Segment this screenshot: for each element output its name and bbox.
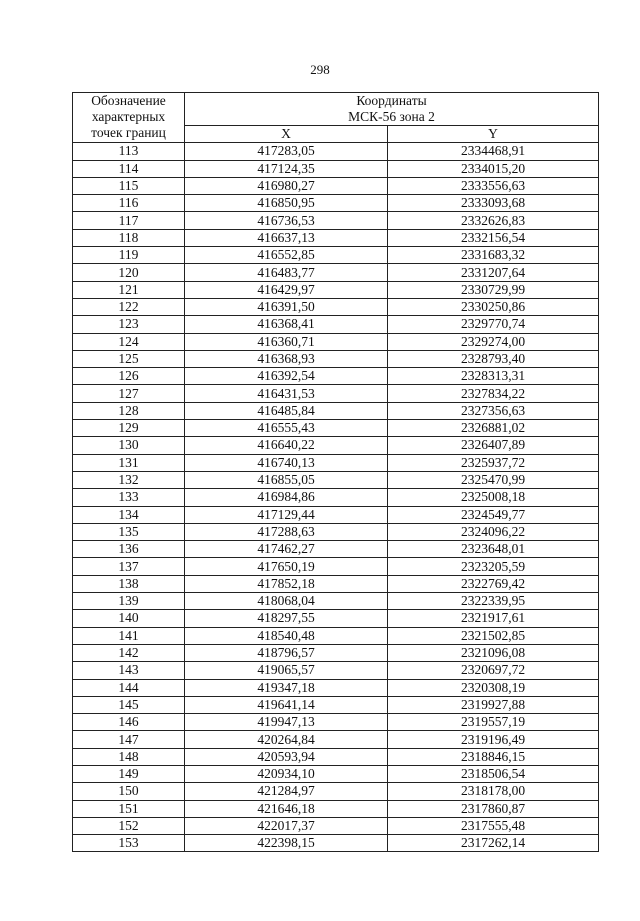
x-coordinate-cell: 416485,84	[185, 402, 388, 419]
point-header-line-1: Обозначение	[91, 93, 166, 108]
table-row	[73, 765, 599, 782]
y-coordinate-cell: 2329770,74	[388, 316, 599, 333]
y-coordinate-cell: 2332626,83	[388, 212, 599, 229]
point-cell: 122	[73, 298, 185, 315]
table-row	[73, 247, 599, 264]
table-row	[73, 783, 599, 800]
table-row	[73, 385, 599, 402]
y-coordinate-cell: 2328313,31	[388, 368, 599, 385]
point-cell: 134	[73, 506, 185, 523]
x-coordinate-cell: 421284,97	[185, 783, 388, 800]
y-coordinate-cell: 2325937,72	[388, 454, 599, 471]
y-coordinate-cell: 2320697,72	[388, 662, 599, 679]
point-cell: 150	[73, 783, 185, 800]
point-cell: 116	[73, 195, 185, 212]
x-coordinate-cell: 419641,14	[185, 696, 388, 713]
table-row	[73, 177, 599, 194]
y-coordinate-cell: 2319927,88	[388, 696, 599, 713]
x-coordinate-cell: 416552,85	[185, 247, 388, 264]
point-cell: 119	[73, 247, 185, 264]
table-row	[73, 298, 599, 315]
y-coordinate-cell: 2331683,32	[388, 247, 599, 264]
table-row	[73, 558, 599, 575]
table-row	[73, 264, 599, 281]
table-row	[73, 593, 599, 610]
x-coordinate-cell: 416555,43	[185, 420, 388, 437]
y-coordinate-cell: 2332156,54	[388, 229, 599, 246]
table-row	[73, 800, 599, 817]
point-cell: 125	[73, 350, 185, 367]
x-coordinate-cell: 416368,41	[185, 316, 388, 333]
y-coordinate-cell: 2317860,87	[388, 800, 599, 817]
y-coordinate-cell: 2333093,68	[388, 195, 599, 212]
y-coordinate-cell: 2330250,86	[388, 298, 599, 315]
point-cell: 139	[73, 593, 185, 610]
point-cell: 124	[73, 333, 185, 350]
y-coordinate-cell: 2323648,01	[388, 541, 599, 558]
point-designation-header	[73, 93, 185, 143]
x-coordinate-cell: 420934,10	[185, 765, 388, 782]
table-row	[73, 679, 599, 696]
point-cell: 126	[73, 368, 185, 385]
point-cell: 114	[73, 160, 185, 177]
point-cell: 152	[73, 817, 185, 834]
table-row	[73, 696, 599, 713]
table-row	[73, 212, 599, 229]
point-cell: 115	[73, 177, 185, 194]
x-coordinate-cell: 417129,44	[185, 506, 388, 523]
y-coordinate-cell: 2325470,99	[388, 471, 599, 488]
x-coordinate-cell: 416431,53	[185, 385, 388, 402]
y-coordinate-cell: 2321917,61	[388, 610, 599, 627]
y-coordinate-cell: 2317555,48	[388, 817, 599, 834]
point-cell: 132	[73, 471, 185, 488]
y-coordinate-cell: 2319196,49	[388, 731, 599, 748]
point-cell: 136	[73, 541, 185, 558]
x-coordinate-cell: 420264,84	[185, 731, 388, 748]
y-coordinate-cell: 2324096,22	[388, 523, 599, 540]
table-row	[73, 350, 599, 367]
y-coordinate-cell: 2319557,19	[388, 714, 599, 731]
table-row	[73, 817, 599, 834]
y-coordinate-cell: 2327834,22	[388, 385, 599, 402]
x-coordinate-cell: 419347,18	[185, 679, 388, 696]
y-coordinate-cell: 2324549,77	[388, 506, 599, 523]
point-cell: 142	[73, 644, 185, 661]
point-cell: 137	[73, 558, 185, 575]
page-number: 298	[310, 62, 330, 77]
x-coordinate-cell: 416850,95	[185, 195, 388, 212]
y-coordinate-cell: 2318506,54	[388, 765, 599, 782]
point-cell: 147	[73, 731, 185, 748]
coordinates-header-line-2: МСК-56 зона 2	[348, 109, 435, 124]
x-coordinate-cell: 416740,13	[185, 454, 388, 471]
point-cell: 144	[73, 679, 185, 696]
table-row	[73, 195, 599, 212]
table-header	[73, 93, 599, 143]
point-cell: 133	[73, 489, 185, 506]
point-cell: 127	[73, 385, 185, 402]
x-coordinate-cell: 417288,63	[185, 523, 388, 540]
x-coordinate-cell: 420593,94	[185, 748, 388, 765]
point-cell: 130	[73, 437, 185, 454]
table-row	[73, 160, 599, 177]
x-coordinate-cell: 422017,37	[185, 817, 388, 834]
point-cell: 145	[73, 696, 185, 713]
y-coordinate-cell: 2328793,40	[388, 350, 599, 367]
x-coordinate-cell: 416637,13	[185, 229, 388, 246]
y-coordinate-cell: 2318846,15	[388, 748, 599, 765]
x-column-header: X	[185, 126, 388, 143]
x-coordinate-cell: 419947,13	[185, 714, 388, 731]
x-coordinate-cell: 418068,04	[185, 593, 388, 610]
table-row	[73, 437, 599, 454]
y-coordinate-cell: 2334468,91	[388, 143, 599, 160]
table-row	[73, 575, 599, 592]
point-cell: 123	[73, 316, 185, 333]
y-coordinate-cell: 2330729,99	[388, 281, 599, 298]
x-coordinate-cell: 416640,22	[185, 437, 388, 454]
y-coordinate-cell: 2318178,00	[388, 783, 599, 800]
y-coordinate-cell: 2334015,20	[388, 160, 599, 177]
x-coordinate-cell: 418540,48	[185, 627, 388, 644]
table-row	[73, 627, 599, 644]
y-coordinate-cell: 2322339,95	[388, 593, 599, 610]
table-row	[73, 402, 599, 419]
x-coordinate-cell: 417852,18	[185, 575, 388, 592]
table-row	[73, 523, 599, 540]
point-cell: 117	[73, 212, 185, 229]
x-coordinate-cell: 416360,71	[185, 333, 388, 350]
point-cell: 146	[73, 714, 185, 731]
point-cell: 143	[73, 662, 185, 679]
x-coordinate-cell: 418796,57	[185, 644, 388, 661]
coordinates-table	[72, 92, 599, 852]
table-row	[73, 471, 599, 488]
table-row	[73, 835, 599, 852]
x-coordinate-cell: 418297,55	[185, 610, 388, 627]
y-coordinate-cell: 2323205,59	[388, 558, 599, 575]
x-coordinate-cell: 416980,27	[185, 177, 388, 194]
point-cell: 131	[73, 454, 185, 471]
y-coordinate-cell: 2320308,19	[388, 679, 599, 696]
table-row	[73, 541, 599, 558]
y-coordinate-cell: 2321096,08	[388, 644, 599, 661]
coordinates-header-line-1: Координаты	[356, 93, 427, 108]
y-coordinate-cell: 2322769,42	[388, 575, 599, 592]
y-coordinate-cell: 2326407,89	[388, 437, 599, 454]
x-coordinate-cell: 419065,57	[185, 662, 388, 679]
table-row	[73, 748, 599, 765]
x-coordinate-cell: 416392,54	[185, 368, 388, 385]
y-column-header: Y	[388, 126, 599, 143]
table-row	[73, 714, 599, 731]
point-cell: 113	[73, 143, 185, 160]
x-coordinate-cell: 417283,05	[185, 143, 388, 160]
point-cell: 129	[73, 420, 185, 437]
x-coordinate-cell: 416855,05	[185, 471, 388, 488]
table-body	[73, 143, 599, 852]
x-coordinate-cell: 416429,97	[185, 281, 388, 298]
x-coordinate-cell: 416736,53	[185, 212, 388, 229]
table-row	[73, 610, 599, 627]
table-row	[73, 368, 599, 385]
point-header-line-2: характерных	[91, 109, 166, 124]
table-row	[73, 662, 599, 679]
y-coordinate-cell: 2317262,14	[388, 835, 599, 852]
coordinates-header	[185, 93, 599, 126]
table-row	[73, 333, 599, 350]
point-cell: 120	[73, 264, 185, 281]
table-row	[73, 506, 599, 523]
point-cell: 149	[73, 765, 185, 782]
table-row	[73, 644, 599, 661]
table-row	[73, 316, 599, 333]
point-header-line-3: точек границ	[91, 125, 166, 140]
table-row	[73, 420, 599, 437]
table-row	[73, 281, 599, 298]
x-coordinate-cell: 422398,15	[185, 835, 388, 852]
y-coordinate-cell: 2326881,02	[388, 420, 599, 437]
y-coordinate-cell: 2331207,64	[388, 264, 599, 281]
x-coordinate-cell: 416368,93	[185, 350, 388, 367]
point-cell: 118	[73, 229, 185, 246]
point-cell: 121	[73, 281, 185, 298]
point-cell: 135	[73, 523, 185, 540]
x-coordinate-cell: 416391,50	[185, 298, 388, 315]
y-coordinate-cell: 2327356,63	[388, 402, 599, 419]
y-coordinate-cell: 2333556,63	[388, 177, 599, 194]
point-cell: 148	[73, 748, 185, 765]
y-coordinate-cell: 2329274,00	[388, 333, 599, 350]
table-row	[73, 454, 599, 471]
point-cell: 151	[73, 800, 185, 817]
y-coordinate-cell: 2325008,18	[388, 489, 599, 506]
point-cell: 140	[73, 610, 185, 627]
x-coordinate-cell: 417462,27	[185, 541, 388, 558]
x-coordinate-cell: 417650,19	[185, 558, 388, 575]
x-coordinate-cell: 417124,35	[185, 160, 388, 177]
point-cell: 138	[73, 575, 185, 592]
y-coordinate-cell: 2321502,85	[388, 627, 599, 644]
x-coordinate-cell: 416984,86	[185, 489, 388, 506]
table-row	[73, 143, 599, 160]
x-coordinate-cell: 421646,18	[185, 800, 388, 817]
point-cell: 153	[73, 835, 185, 852]
point-cell: 141	[73, 627, 185, 644]
table-row	[73, 229, 599, 246]
table-row	[73, 489, 599, 506]
point-cell: 128	[73, 402, 185, 419]
table-row	[73, 731, 599, 748]
x-coordinate-cell: 416483,77	[185, 264, 388, 281]
